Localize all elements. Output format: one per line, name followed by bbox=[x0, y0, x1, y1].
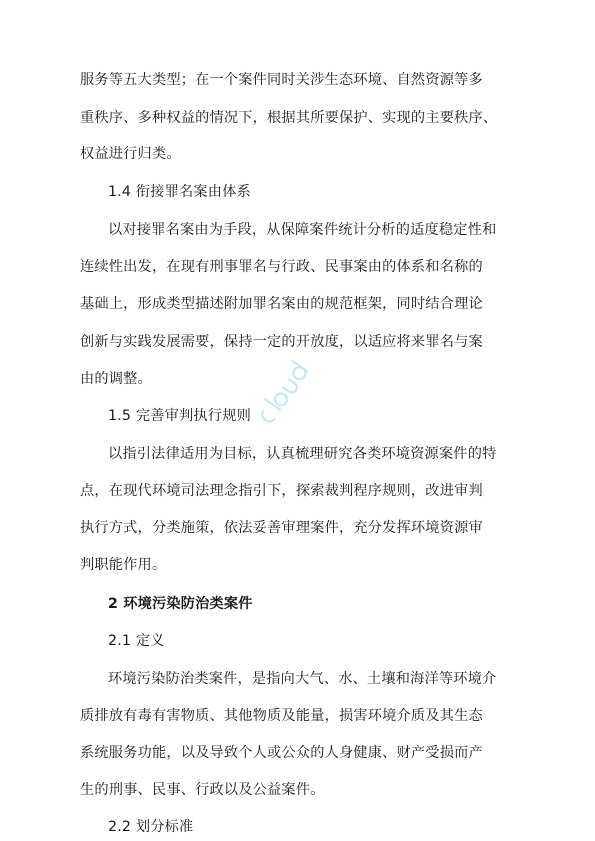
section-heading-1-4: 1.4 衔接罪名案由体系 bbox=[108, 184, 251, 200]
paragraph-line: 判职能作用。 bbox=[80, 557, 167, 573]
paragraph-line: 权益进行归类。 bbox=[80, 146, 181, 162]
paragraph-line: 执行方式，分类施策，依法妥善审理案件，充分发挥环境资源审 bbox=[80, 520, 483, 536]
paragraph-line: 点，在现代环境司法理念指引下，探索裁判程序规则，改进审判 bbox=[80, 483, 483, 499]
section-heading-2-2: 2.2 划分标准 bbox=[108, 819, 194, 835]
paragraph-line: 以指引法律适用为目标，认真梳理研究各类环境资源案件的特 bbox=[108, 446, 497, 462]
paragraph-line: 由的调整。 bbox=[80, 371, 152, 387]
paragraph-line: 服务等五大类型；在一个案件同时关涉生态环境、自然资源等多 bbox=[80, 72, 483, 88]
paragraph-line: 系统服务功能，以及导致个人或公众的人身健康、财产受损而产 bbox=[80, 745, 483, 761]
paragraph-line: 生的刑事、民事、行政以及公益案件。 bbox=[80, 782, 325, 798]
paragraph-line: 连续性出发，在现有刑事罪名与行政、民事案由的体系和名称的 bbox=[80, 259, 483, 275]
paragraph-line: 环境污染防治类案件，是指向大气、水、土壤和海洋等环境介 bbox=[108, 671, 497, 687]
section-heading-2: 2 环境污染防治类案件 bbox=[108, 596, 253, 612]
paragraph-line: 质排放有毒有害物质、其他物质及能量，损害环境介质及其生态 bbox=[80, 708, 483, 724]
paragraph-line: 创新与实践发展需要，保持一定的开放度，以适应将来罪名与案 bbox=[80, 334, 483, 350]
paragraph-line: 重秩序、多种权益的情况下，根据其所要保护、实现的主要秩序、 bbox=[80, 110, 498, 126]
section-heading-2-1: 2.1 定义 bbox=[108, 633, 165, 649]
paragraph-line: 以对接罪名案由为手段，从保障案件统计分析的适度稳定性和 bbox=[108, 222, 497, 238]
paragraph-line: 基础上，形成类型描述附加罪名案由的规范框架，同时结合理论 bbox=[80, 296, 483, 312]
section-heading-1-5: 1.5 完善审判执行规则 bbox=[108, 408, 251, 424]
